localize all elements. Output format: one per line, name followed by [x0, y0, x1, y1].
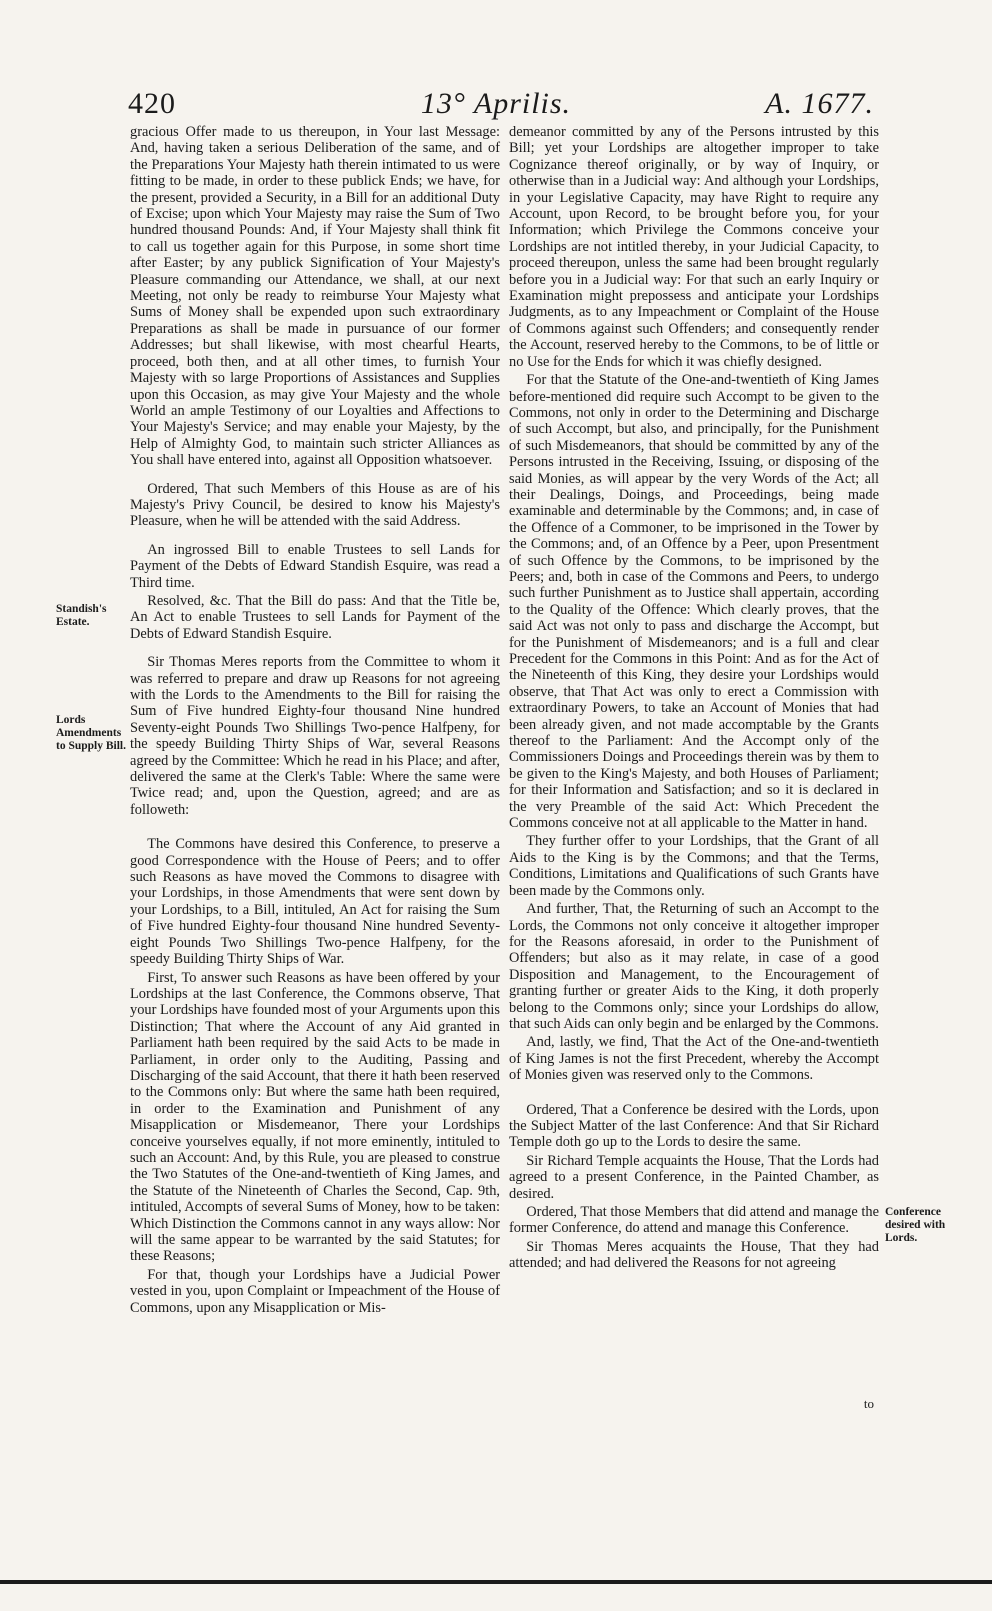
catchword: to — [863, 1396, 874, 1411]
paragraph: Sir Richard Temple acquaints the House, That the Lords had agreed to a present Conference, in the Painted Chamber, as desired. — [509, 1152, 879, 1202]
paragraph: Sir Thomas Meres acquaints the House, That they had attended; and had delivered the Reasons for not agreeing — [509, 1238, 879, 1272]
paragraph: And further, That, the Returning of such an Accompt to the Lords, the Commons not only conceive it altogether improper for the Reasons aforesaid, in order to the Punishment of Offenders; but also as it may relate, in case of a good Disposition and Management, to the Encouragement of granting further or greater Aids to the King, it doth properly belong to the Commons only; since your Lordships do allow, that such Aids can only begin and be enlarged by the Commons. — [509, 901, 879, 1032]
paragraph: demeanor committed by any of the Persons intrusted by this Bill; yet your Lordships are altogether improper to take Cognizance thereof originally, or by way of Inquiry, or otherwise than in a Judicial way: And although your Lordships, in your Legislative Capacity, may have Right to require any Account, upon Record, to be brought before you, for your Information; which Privilege the Commons conceive your Lordships are not intitled thereby, in your Judicial Capacity, to proceed thereupon, unless the same had been brought regularly before you in a Judicial way: For that such an early Inquiry or Examination might prepossess and anticipate your Lordships Judgments, as to any Impeachment or Complaint of the House of Commons against such Offenders; and consequently render the Account, reserved hereby to the Commons, to be of little or no Use for the Ends for which it was chiefly designed. — [509, 124, 879, 370]
bottom-rule — [0, 1580, 992, 1584]
paragraph: gracious Offer made to us thereupon, in Your last Message: And, having taken a serious Deliberation of the same, and of the Preparations Your Majesty hath therein intimated to us were fitting to be made, in order to these publick Ends; we have, for the present, provided a Security, in a Bill for an additional Duty of Excise; upon which Your Majesty may raise the Sum of Two hundred thousand Pounds: And, if Your Majesty shall think fit to call us together again for this Purpose, in some short time after Easter; by any publick Signification of Your Majesty's Pleasure commanding our Attendance, we shall, at our next Meeting, not only be ready to reimburse Your Majesty what Sums of Money shall be expended upon such extraordinary Preparations as shall be made in pursuance of our former Addresses; but shall likewise, with most chearful Hearts, proceed, both then, and at all other times, to furnish Your Majesty with so large Proportions of Assistances and Supplies upon this Occasion, as may give Your Majesty and the whole World an ample Testimony of our Loyalties and Affections to Your Majesty's Service; and may enable your Majesty, by the Help of Almighty God, to maintain such stricter Alliances as You shall have entered into, against all Opposition whatsoever. — [130, 124, 500, 469]
margin-note-conference: Conference desired with Lords. — [885, 1206, 946, 1244]
paragraph: Resolved, &c. That the Bill do pass: And that the Title be, An Act to enable Trustees to sell Lands for Payment of the Debts of Edward Standish Esquire. — [130, 592, 500, 642]
running-year: A. 1677. — [765, 87, 874, 120]
page-number: 420 — [128, 87, 176, 120]
paragraph: An ingrossed Bill to enable Trustees to sell Lands for Payment of the Debts of Edward Standish Esquire, was read a Third time. — [130, 541, 500, 591]
left-column — [130, 124, 500, 1318]
paragraph: Sir Thomas Meres reports from the Committee to whom it was referred to prepare and draw up Reasons for not agreeing with the Lords to the Amendments to the Bill for raising the Sum of Five hundred Eighty-four thousand Nine hundred Seventy-eight Pounds Two Shillings Two-pence Halfpeny, for the speedy Building Thirty Ships of War, several Reasons agreed by the Committee: Which he read in his Place; and after, delivered the same at the Clerk's Table: Where the same were Twice read; and, upon the Question, agreed; and are as followeth: — [130, 654, 500, 818]
paragraph: Ordered, That such Members of this House as are of his Majesty's Privy Council, be desired to know his Majesty's Pleasure, when he will be attended with the said Address. — [130, 480, 500, 530]
paragraph: They further offer to your Lordships, that the Grant of all Aids to the King is by the Commons; and that the Terms, Conditions, Limitations and Qualifications of such Grants have been made by the Commons only. — [509, 833, 879, 899]
right-column — [509, 124, 879, 1274]
paragraph: Ordered, That those Members that did attend and manage the former Conference, do attend and manage this Conference. — [509, 1204, 879, 1237]
margin-note-standish: Standish's Estate. — [56, 603, 107, 628]
running-date: 13° Aprilis. — [420, 87, 572, 120]
paragraph: For that, though your Lordships have a Judicial Power vested in you, upon Complaint or Impeachment of the House of Commons, upon any Misapplication or Mis- — [130, 1266, 500, 1316]
paragraph: The Commons have desired this Conference, to preserve a good Correspondence with the House of Peers; and to offer such Reasons as have moved the Commons to disagree with your Lordships, in those Amendments that were sent down by your Lordships, to a Bill, intituled, An Act for raising the Sum of Five hundred Eighty-four thousand Nine hundred Seventy-eight Pounds Two Shillings Two-pence Halfpeny, for the speedy Building Thirty Ships of War. — [130, 836, 500, 968]
paragraph: First, To answer such Reasons as have been offered by your Lordships at the last Conference, the Commons observe, That your Lordships have founded most of your Arguments upon this Distinction; That where the Account of any Aid granted in Parliament hath been required by the said Acts to be made in Parliament, in order only to the Auditing, Passing and Discharging of the said Account, that there it hath been reserved to the Commons only: But where the same hath been required, in order to the Examination and Punishment of any Misapplication or Misdemeanor, There your Lordships conceive yourselves equally, if not more eminently, intituled to such an Account: And, by this Rule, you are pleased to construe the Two Statutes of the One-and-twentieth of King James, and the Statute of the Nineteenth of Charles the Second, Cap. 9th, intituled, Accompts of several Sums of Money, how to be taken: Which Distinction the Commons cannot in any ways allow: Nor will the same appear to be warranted by the said Statutes; for these Reasons; — [130, 969, 500, 1265]
paragraph: For that the Statute of the One-and-twentieth of King James before-mentioned did require such Accompt to be given to the Commons, not only in order to the Determining and Discharge of such Accompt, but also, and principally, for the Punishment of such Misdemeanors, that should be committed by any of the Persons intrusted in the Receiving, Issuing, or disposing of the said Monies, as will appear by the very Words of the Act; all their Dealings, Doings, and Proceedings, being made examinable and determinable by the Commons; and, in case of the Offence of a Commoner, to be imprisoned in the Tower by the Commons; and, of an Offence by a Peer, upon Presentment of such Offence by the Commons, to be imprisoned by the Peers; and, both in case of the Commons and Peers, to undergo such further Punishment as to Justice shall appertain, according to the Quality of the Offence: Which clearly proves, that the said Act was not only to pass and discharge the Accompt, but for the Punishment of Misdemeanors; and is a full and clear Precedent for the Commons in this Point: And as for the Act of the Nineteenth of this King, they desire your Lordships would observe, that That Act was only to erect a Commission with extraordinary Powers, to take an Account of Monies that had been already given, and not made accomptable by the Grants thereof to the Parliament: And the Accompt only of the Commissioners Doings and Proceedings therein was by them to be given to the King's Majesty, and both Houses of Parliament; for their Information and Satisfaction; and so it is declared in the very Preamble of the said Act: Which Precedent the Commons conceive not at all applicable to the Matter in hand. — [509, 372, 879, 832]
paragraph: Ordered, That a Conference be desired with the Lords, upon the Subject Matter of the last Conference: And that Sir Richard Temple doth go up to the Lords to desire the same. — [509, 1101, 879, 1151]
margin-note-lords-amendments: Lords Amendments to Supply Bill. — [56, 714, 126, 752]
paragraph: And, lastly, we find, That the Act of the One-and-twentieth of King James is not the first Precedent, whereby the Accompt of Monies given was reserved only to the Commons. — [509, 1034, 879, 1084]
